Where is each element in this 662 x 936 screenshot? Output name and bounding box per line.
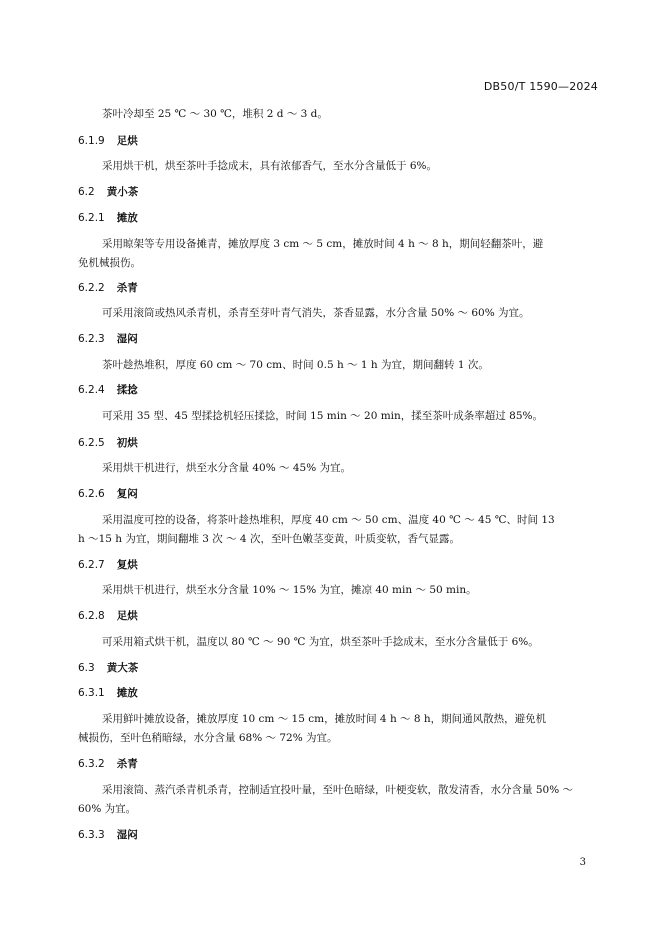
section-number: 6.3.2 — [78, 758, 105, 770]
section-number: 6.2 — [78, 186, 95, 198]
section-number: 6.2.5 — [78, 437, 105, 449]
section-title: 揉捻 — [116, 384, 138, 396]
section-title: 湿闷 — [116, 829, 138, 841]
section-title: 杀青 — [116, 758, 138, 770]
section-title: 湿闷 — [116, 333, 138, 345]
section-title: 摊放 — [116, 212, 138, 224]
paragraph-6-2-4: 可采用 35 型、45 型揉捻机轻压揉捻，时间 15 min ～ 20 min，揉至茶叶成条率超过 85%。 — [102, 410, 543, 422]
heading-6-2-7 — [78, 558, 138, 572]
heading-6-1-9 — [78, 134, 138, 148]
heading-6-3-1 — [78, 686, 138, 700]
section-number: 6.3.3 — [78, 829, 105, 841]
section-title: 黄大茶 — [106, 662, 139, 674]
paragraph-cooling: 茶叶冷却至 25 ℃ ～ 30 ℃，堆积 2 d ～ 3 d。 — [102, 108, 328, 120]
section-number: 6.2.1 — [78, 212, 105, 224]
paragraph-6-1-9: 采用烘干机，烘至茶叶手捻成末，具有浓郁香气，至水分含量低于 6%。 — [102, 160, 437, 172]
paragraph-6-2-1-line2: 免机械损伤。 — [78, 257, 141, 269]
heading-6-2-6 — [78, 487, 138, 501]
heading-6-2-3 — [78, 332, 138, 346]
paragraph-6-2-8: 可采用箱式烘干机，温度以 80 ℃ ～ 90 ℃ 为宜，烘至茶叶手捻成末，至水分含量低于 6%。 — [102, 636, 539, 648]
section-number: 6.2.4 — [78, 384, 105, 396]
document-code: DB50/T 1590—2024 — [483, 80, 598, 93]
section-title: 足烘 — [116, 610, 138, 622]
paragraph-6-3-1-line1: 采用鲜叶摊放设备，摊放厚度 10 cm ～ 15 cm，摊放时间 4 h ～ 8 h，期间通风散热，避免机 — [102, 713, 547, 725]
section-title: 杀青 — [116, 282, 138, 294]
heading-6-3-2 — [78, 757, 138, 771]
paragraph-6-3-1-line2: 械损伤，至叶色稍暗绿，水分含量 68% ～ 72% 为宜。 — [78, 732, 338, 744]
page-number: 3 — [579, 857, 586, 868]
paragraph-6-2-2: 可采用滚筒或热风杀青机，杀青至芽叶青气消失，茶香显露，水分含量 50% ～ 60% 为宜。 — [102, 307, 530, 319]
section-title: 摊放 — [116, 687, 138, 699]
section-number: 6.2.8 — [78, 610, 105, 622]
paragraph-6-2-7: 采用烘干机进行，烘至水分含量 10% ～ 15% 为宜，摊凉 40 min ～ 50 min。 — [102, 584, 477, 596]
section-number: 6.2.6 — [78, 488, 105, 500]
paragraph-6-2-5: 采用烘干机进行，烘至水分含量 40% ～ 45% 为宜。 — [102, 462, 352, 474]
heading-6-2-2 — [78, 281, 138, 295]
section-number: 6.2.2 — [78, 282, 105, 294]
paragraph-6-3-2-line2: 60% 为宜。 — [78, 803, 137, 815]
heading-6-3 — [78, 661, 138, 675]
heading-6-2-5 — [78, 436, 138, 450]
heading-6-2-1 — [78, 211, 138, 225]
heading-6-2 — [78, 185, 138, 199]
paragraph-6-2-1-line1: 采用晾架等专用设备摊青，摊放厚度 3 cm ～ 5 cm，摊放时间 4 h ～ 8 h，期间轻翻茶叶，避 — [102, 238, 544, 250]
paragraph-6-2-3: 茶叶趁热堆积，厚度 60 cm ～ 70 cm、时间 0.5 h ～ 1 h 为宜，期间翻转 1 次。 — [102, 359, 489, 371]
paragraph-6-3-2-line1: 采用滚筒、蒸汽杀青机杀青，控制适宜投叶量，至叶色暗绿，叶梗变软，散发清香，水分含量 50% ～ — [102, 784, 574, 796]
section-title: 足烘 — [116, 135, 138, 147]
section-title: 黄小茶 — [106, 186, 139, 198]
section-number: 6.2.3 — [78, 333, 105, 345]
section-title: 复闷 — [116, 488, 138, 500]
section-number: 6.1.9 — [78, 135, 105, 147]
section-number: 6.3 — [78, 662, 95, 674]
section-title: 初烘 — [116, 437, 138, 449]
paragraph-6-2-6-line1: 采用温度可控的设备，将茶叶趁热堆积，厚度 40 cm ～ 50 cm、温度 40 ℃ ～ 45 ℃、时间 13 — [102, 514, 555, 526]
heading-6-2-4 — [78, 383, 138, 397]
heading-6-3-3 — [78, 828, 138, 842]
section-number: 6.2.7 — [78, 559, 105, 571]
heading-6-2-8 — [78, 609, 138, 623]
section-number: 6.3.1 — [78, 687, 105, 699]
section-title: 复烘 — [116, 559, 138, 571]
paragraph-6-2-6-line2: h ～15 h 为宜，期间翻堆 3 次 ～ 4 次，至叶色嫩茎变黄，叶质变软，香气显露。 — [78, 533, 460, 545]
